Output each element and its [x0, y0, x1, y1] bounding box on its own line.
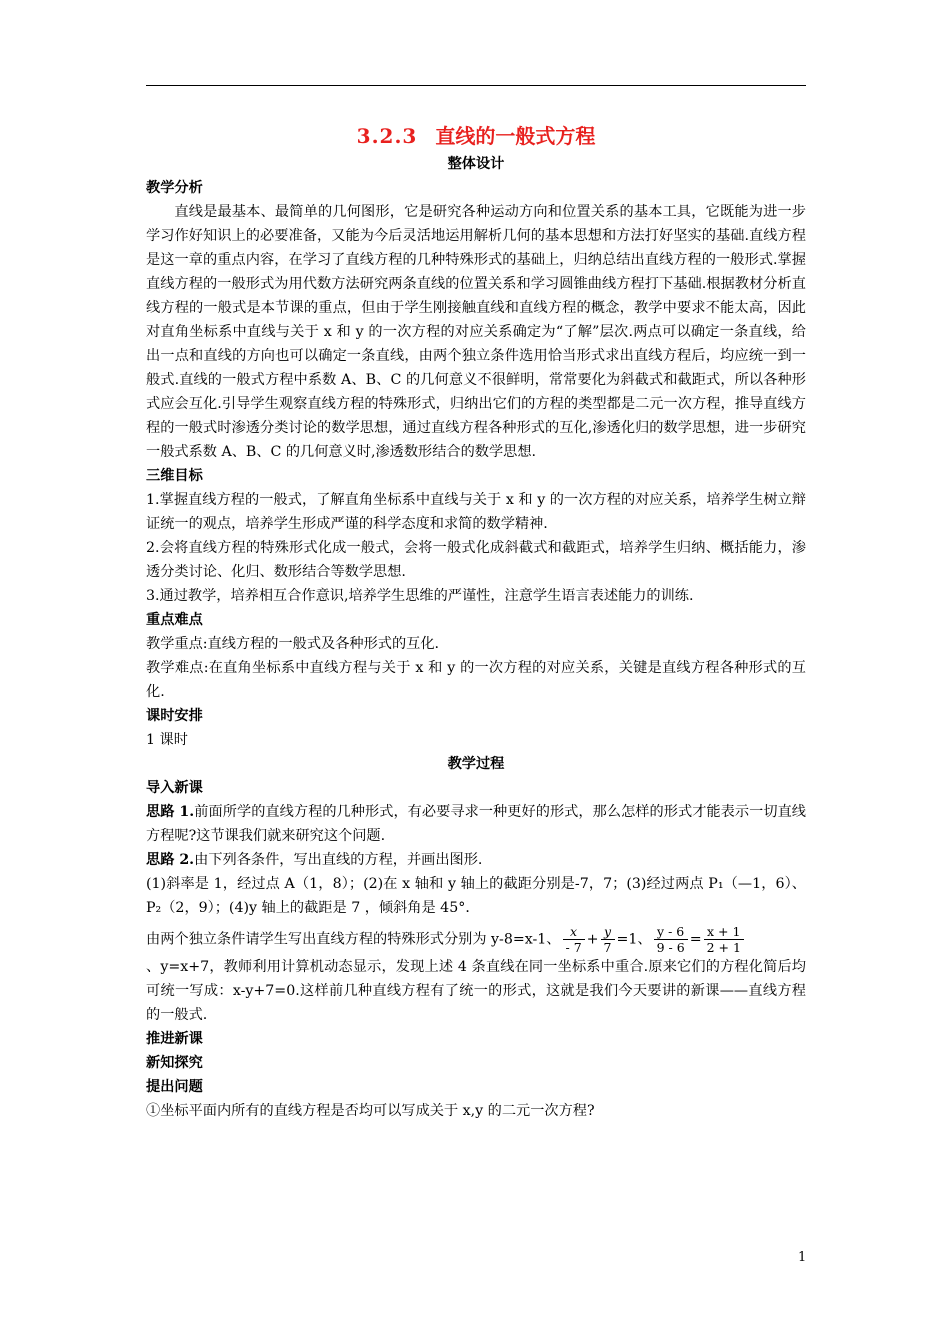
- advance-heading: 推进新课: [146, 1031, 203, 1047]
- section-title: 直线的一般式方程: [435, 124, 596, 148]
- formula-prefix: 由两个独立条件请学生写出直线方程的特殊形式分别为 y-8=x-1、: [146, 931, 561, 948]
- teaching-analysis-heading: 教学分析: [146, 180, 203, 196]
- overall-design-heading: 整体设计: [447, 156, 505, 172]
- document-body: [146, 120, 806, 1123]
- key-points-heading: 重点难点: [146, 612, 203, 628]
- schedule-heading: 课时安排: [146, 708, 203, 724]
- formula-line: [146, 924, 806, 955]
- equals-sign: =: [689, 931, 702, 948]
- goal-item-2: 2.会将直线方程的特殊形式化成一般式，会将一般式化成斜截式和截距式，培养学生归纳、概括能力，渗透分类讨论、化归、数形结合等数学思想.: [146, 540, 806, 580]
- question-1: ①坐标平面内所有的直线方程是否均可以写成关于 x,y 的二元一次方程?: [146, 1103, 595, 1119]
- explore-heading: 新知探究: [146, 1055, 203, 1071]
- header-rule: [146, 85, 806, 86]
- section-number: 3.2.3: [356, 124, 418, 148]
- after-formula-text: 、y=x+7，教师利用计算机动态显示，发现上述 4 条直线在同一坐标系中重合.原来它们的方程化简后均可统一写成：x-y+7=0.这样前几种直线方程有了统一的形式，这就是我们今天要讲的新课——直线方程的一般式.: [146, 959, 806, 1023]
- page-number: 1: [798, 1250, 807, 1265]
- plus-sign: +: [586, 931, 599, 948]
- schedule-value: 1 课时: [146, 732, 188, 748]
- idea-1-label: 思路 1.: [146, 804, 195, 820]
- intro-heading: 导入新课: [146, 780, 203, 796]
- fraction-y-over-7: $\frac{y}{7}$: [601, 924, 615, 955]
- idea-2: [146, 848, 806, 872]
- fraction-x-over-neg7: $\frac{x}{- 7}$: [563, 924, 585, 955]
- questions-heading: 提出问题: [146, 1079, 203, 1095]
- idea-1: [146, 800, 806, 848]
- idea-1-text: 前面所学的直线方程的几种形式，有必要寻求一种更好的形式，那么怎样的形式才能表示一切直线方程呢?这节课我们就来研究这个问题.: [146, 804, 806, 844]
- page-title: [146, 120, 806, 152]
- goal-item-3: 3.通过教学，培养相互合作意识,培养学生思维的严谨性，注意学生语言表述能力的训练.: [146, 588, 694, 604]
- idea-2-label: 思路 2.: [146, 852, 195, 868]
- process-heading: 教学过程: [447, 756, 505, 772]
- key-point-text: 教学重点:直线方程的一般式及各种形式的互化.: [146, 636, 440, 652]
- teaching-analysis-body: 直线是最基本、最简单的几何图形，它是研究各种运动方向和位置关系的基本工具，它既能为进一步学习作好知识上的必要准备，又能为今后灵活地运用解析几何的基本思想和方法打好坚实的基础.直线方程是这一章的重点内容，在学习了直线方程的几种特殊形式的基础上，归纳总结出直线方程的一般形式.掌握直线方程的一般形式为用代数方法研究两条直线的位置关系和学习圆锥曲线方程打下基础.根据教材分析直线方程的一般式是本节课的重点，但由于学生刚接触直线和直线方程的概念，教学中要求不能太高，因此对直角坐标系中直线与关于 x 和 y 的一次方程的对应关系确定为“了解”层次.两点可以确定一条直线，给出一点和直线的方向也可以确定一条直线，由两个独立条件选用恰当形式求出直线方程后，均应统一到一般式.直线的一般式方程中系数 A、B、C 的几何意义不很鲜明，常常要化为斜截式和截距式，所以各种形式应会互化.引导学生观察直线方程的特殊形式，归纳出它们的方程的类型都是二元一次方程，推导直线方程的一般式时渗透分类讨论的数学思想，通过直线方程各种形式的互化,渗透化归的数学思想，进一步研究一般式系数 A、B、C 的几何意义时,渗透数形结合的数学思想.: [146, 204, 806, 460]
- difficulty-text: 教学难点:在直角坐标系中直线方程与关于 x 和 y 的一次方程的对应关系，关键是直线方程各种形式的互化.: [146, 660, 806, 700]
- three-goals-heading: 三维目标: [146, 468, 203, 484]
- fraction-two-point-x: $\frac{x + 1}{2 + 1}$: [704, 924, 744, 955]
- fraction-two-point-y: $\frac{y - 6}{9 - 6}$: [654, 924, 688, 955]
- idea-2-text: 由下列各条件，写出直线的方程，并画出图形.: [194, 852, 483, 868]
- goal-item-1: 1.掌握直线方程的一般式，了解直角坐标系中直线与关于 x 和 y 的一次方程的对应关系，培养学生树立辩证统一的观点，培养学生形成严谨的科学态度和求简的数学精神.: [146, 492, 806, 532]
- conditions-text: (1)斜率是 1，经过点 A（1，8）；(2)在 x 轴和 y 轴上的截距分别是-7，7；(3)经过两点 P₁（—1，6）、P₂（2，9）；(4)y 轴上的截距是 7 ，倾斜角是 45°．: [146, 876, 806, 916]
- equals-one: =1、: [616, 931, 652, 948]
